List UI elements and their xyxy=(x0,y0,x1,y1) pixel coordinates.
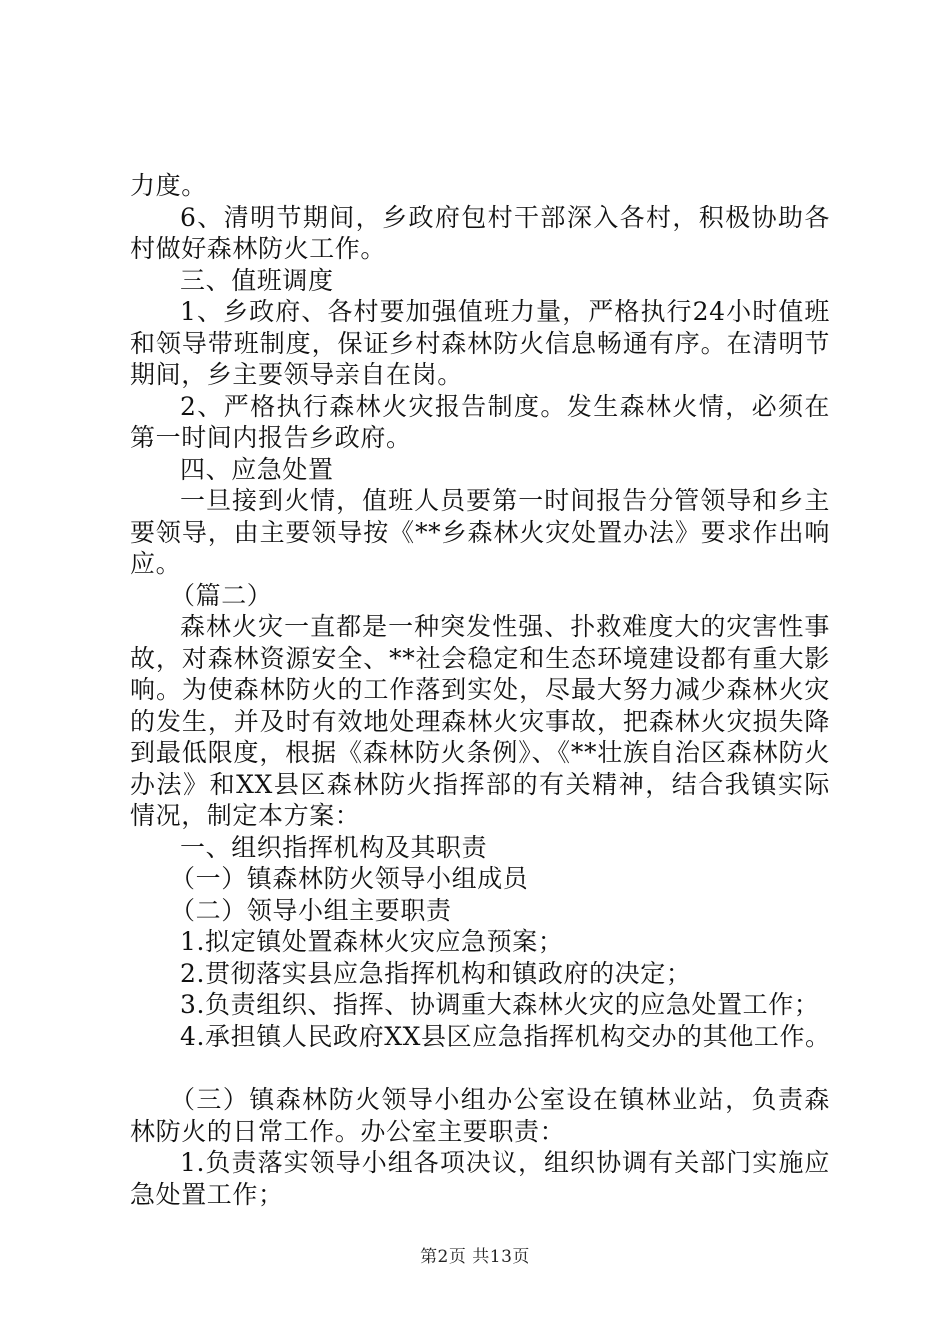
paragraph-emergency: 一旦接到火情，值班人员要第一时间报告分管领导和乡主要领导，由主要领导按《**乡森林火灾处置办法》要求作出响应。 xyxy=(130,486,830,578)
subheading-office: （三）镇森林防火领导小组办公室设在镇林业站，负责森林防火的日常工作。办公室主要职责： xyxy=(130,1085,830,1146)
list-item-4: 4.承担镇人民政府XX县区应急指挥机构交办的其他工作。 xyxy=(180,1021,831,1051)
paragraph-continuation: 力度。 xyxy=(130,171,207,200)
section-heading-emergency: 四、应急处置 xyxy=(180,454,334,484)
paragraph-duty-1: 1、乡政府、各村要加强值班力量，严格执行24小时值班和领导带班制度，保证乡村森林防火信息畅通有序。在清明节期间，乡主要领导亲自在岗。 xyxy=(130,297,830,389)
blank-line xyxy=(130,1052,830,1084)
list-item-2: 2.贯彻落实县应急指挥机构和镇政府的决定； xyxy=(180,958,692,988)
document-body xyxy=(130,170,830,1210)
paragraph-intro: 森林火灾一直都是一种突发性强、扑救难度大的灾害性事故，对森林资源安全、**社会稳定和生态环境建设都有重大影响。为使森林防火的工作落到实处，尽最大努力减少森林火灾的发生，并及时有效地处理森林火灾事故，把森林火灾损失降到最低限度，根据《森林防火条例》、《**壮族自治区森林防火办法》和XX县区森林防火指挥部的有关精神，结合我镇实际情况，制定本方案： xyxy=(130,612,830,830)
page-number-footer: 第2页 共13页 xyxy=(420,1247,530,1267)
list-item-3: 3.负责组织、指挥、协调重大森林火灾的应急处置工作； xyxy=(180,990,820,1019)
subheading-members: （一）镇森林防火领导小组成员 xyxy=(170,864,529,893)
section-heading-duty: 三、值班调度 xyxy=(180,265,334,295)
list-item-1: 1.拟定镇处置森林火灾应急预案； xyxy=(180,927,564,956)
subheading-duties: （二）领导小组主要职责 xyxy=(170,895,452,925)
paragraph-duty-2: 2、严格执行森林火灾报告制度。发生森林火情，必须在第一时间内报告乡政府。 xyxy=(130,391,830,452)
list-item-office-1: 1.负责落实领导小组各项决议，组织协调有关部门实施应急处置工作； xyxy=(130,1148,830,1209)
paragraph-item-6: 6、清明节期间，乡政府包村干部深入各村，积极协助各村做好森林防火工作。 xyxy=(130,202,830,263)
section-heading-organization: 一、组织指挥机构及其职责 xyxy=(180,832,488,862)
part-heading-2: （篇二） xyxy=(170,580,273,610)
